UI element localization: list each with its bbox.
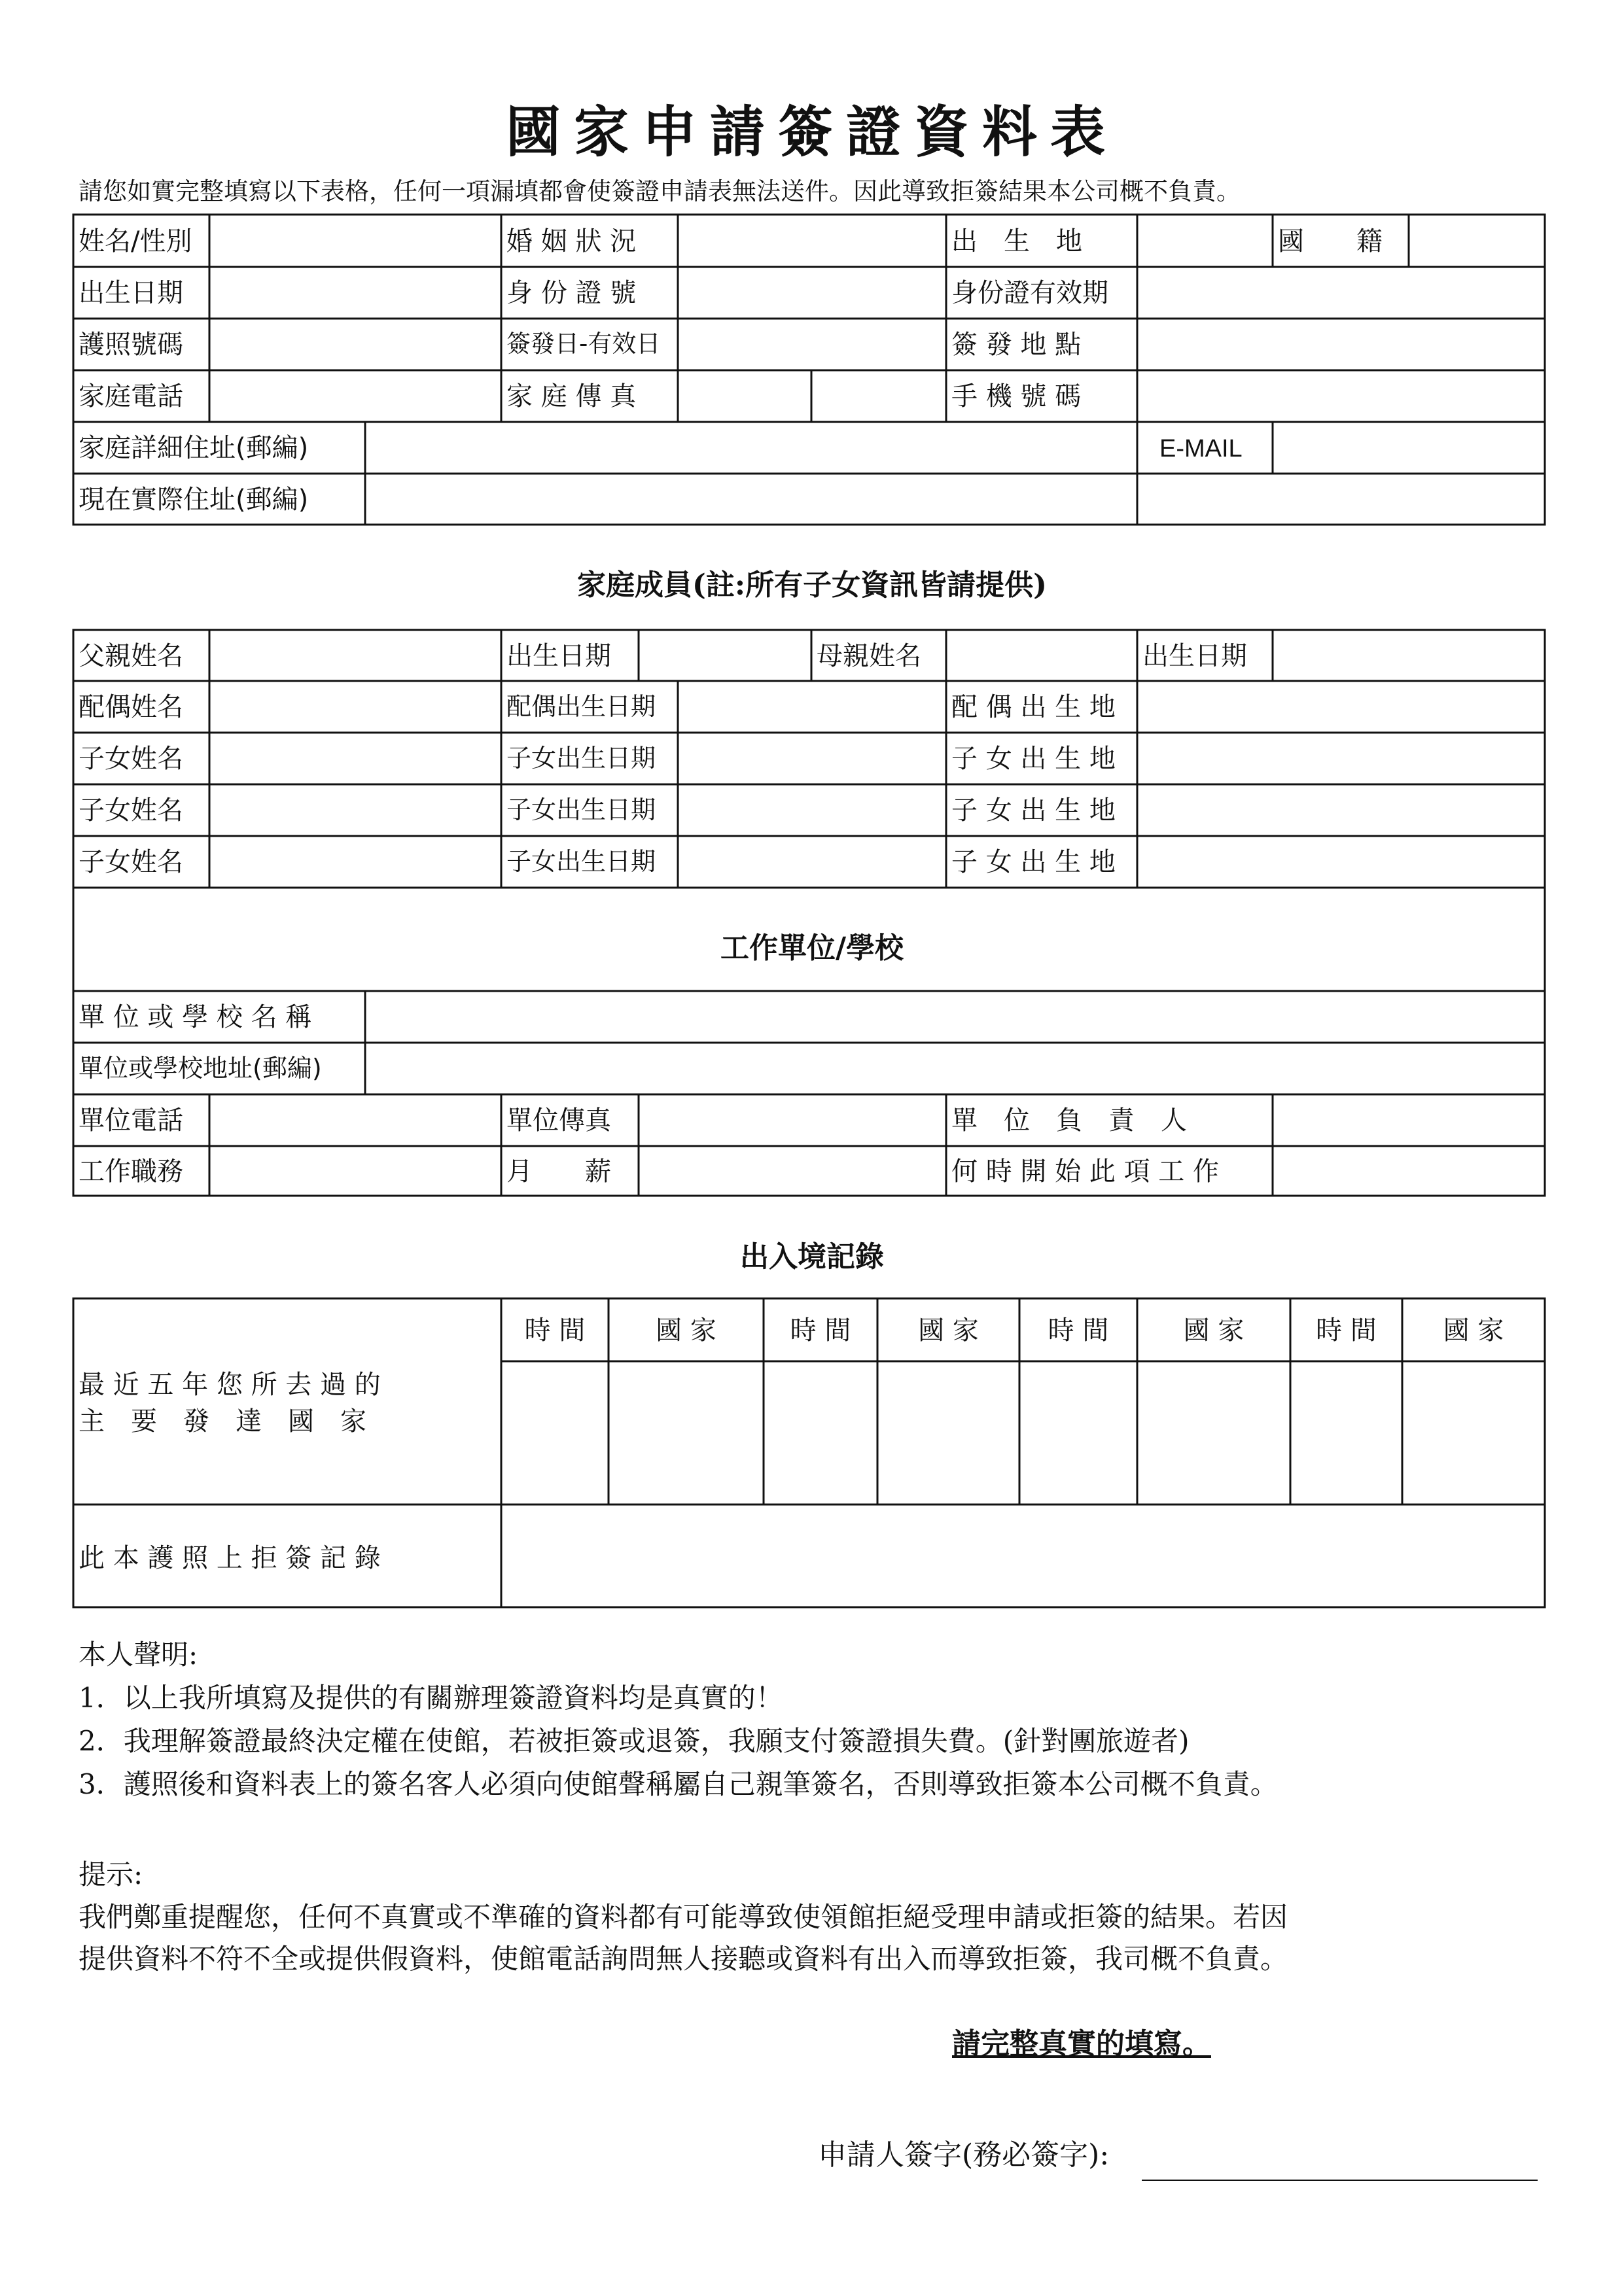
child-name-field[interactable] <box>211 837 500 886</box>
work-phone-label: 單位電話 <box>79 1105 183 1136</box>
current-address-extra-field[interactable] <box>1139 475 1544 523</box>
travel-header-time: 時 間 <box>790 1315 851 1346</box>
travel-header-time: 時 間 <box>1048 1315 1109 1346</box>
passport-number-field[interactable] <box>211 320 500 369</box>
father-name-field[interactable] <box>211 631 500 680</box>
child-birthplace-field[interactable] <box>1139 734 1544 783</box>
id-validity-field[interactable] <box>1139 268 1544 317</box>
travel-time-field[interactable] <box>1021 1363 1136 1503</box>
spouse-name-field[interactable] <box>211 682 500 731</box>
travel-countries-label-line1: 最 近 五 年 您 所 去 過 的 <box>79 1370 381 1400</box>
child-birth-date-label: 子女出生日期 <box>506 847 656 876</box>
work-address-field[interactable] <box>366 1044 1544 1093</box>
name-gender-label: 姓名/性別 <box>79 226 192 256</box>
mother-birth-date-label: 出生日期 <box>1142 641 1247 671</box>
work-start-field[interactable] <box>1274 1147 1544 1194</box>
travel-header-country: 國 家 <box>1183 1315 1244 1346</box>
travel-country-field[interactable] <box>879 1363 1018 1503</box>
birthplace-label: 出 生 地 <box>951 226 1082 256</box>
family-section-title: 家庭成員(註:所有子女資訊皆請提供) <box>577 568 1047 602</box>
birthplace-field[interactable] <box>1139 216 1271 266</box>
father-birth-date-field[interactable] <box>640 631 810 680</box>
home-fax-label: 家 庭 傳 真 <box>506 381 637 411</box>
travel-header-country: 國 家 <box>1443 1315 1504 1346</box>
travel-header-time: 時 間 <box>1316 1315 1377 1346</box>
home-address-field[interactable] <box>366 423 1136 472</box>
mother-name-label: 母親姓名 <box>817 641 921 671</box>
travel-time-field[interactable] <box>1292 1363 1401 1503</box>
work-phone-field[interactable] <box>211 1096 500 1145</box>
refusal-record-field[interactable] <box>503 1506 1544 1606</box>
declaration-heading: 本人聲明: <box>79 1639 198 1671</box>
father-birth-date-label: 出生日期 <box>506 641 611 671</box>
mobile-field[interactable] <box>1139 372 1544 421</box>
mother-name-field[interactable] <box>947 631 1136 680</box>
current-address-field[interactable] <box>366 475 1136 523</box>
nationality-field[interactable] <box>1410 216 1544 266</box>
child-birth-date-field[interactable] <box>679 786 945 835</box>
child-birth-date-label: 子女出生日期 <box>506 744 656 773</box>
hint-line: 提供資料不符不全或提供假資料，使館電話詢問無人接聽或資料有出入而導致拒簽，我司概不負責。 <box>79 1943 1288 1975</box>
work-name-label: 單 位 或 學 校 名 稱 <box>79 1002 312 1032</box>
travel-countries-label-line2: 主 要 發 達 國 家 <box>79 1406 366 1436</box>
position-label: 工作職務 <box>79 1157 183 1187</box>
child-birthplace-label: 子 女 出 生 地 <box>951 847 1116 877</box>
birth-date-label: 出生日期 <box>79 278 183 308</box>
child-name-field[interactable] <box>211 734 500 783</box>
father-name-label: 父親姓名 <box>79 641 183 671</box>
issue-place-field[interactable] <box>1139 320 1544 369</box>
travel-country-field[interactable] <box>1139 1363 1289 1503</box>
declaration-item: 1．以上我所填寫及提供的有關辦理簽證資料均是真實的！ <box>79 1682 783 1714</box>
work-name-field[interactable] <box>366 992 1544 1041</box>
issue-place-label: 簽 發 地 點 <box>951 330 1082 360</box>
home-phone-field[interactable] <box>211 372 500 421</box>
mother-birth-date-field[interactable] <box>1274 631 1544 680</box>
current-address-label: 現在實際住址(郵編) <box>79 485 309 515</box>
page-title: 國家申請簽證資料表 <box>505 99 1118 164</box>
signature-field[interactable] <box>1142 2139 1538 2180</box>
travel-header-country: 國 家 <box>918 1315 979 1346</box>
hint-line: 我們鄭重提醒您，任何不真實或不準確的資料都有可能導致使領館拒絕受理申請或拒簽的結果。若因 <box>79 1901 1288 1933</box>
child-birthplace-label: 子 女 出 生 地 <box>951 744 1116 774</box>
marital-status-field[interactable] <box>679 216 945 266</box>
email-field[interactable] <box>1274 423 1544 472</box>
notice-text: 請您如實完整填寫以下表格，任何一項漏填都會使簽證申請表無法送件。因此導致拒簽結果本公司概不負責。 <box>79 177 1241 205</box>
home-address-label: 家庭詳細住址(郵編) <box>79 433 309 463</box>
refusal-record-label: 此 本 護 照 上 拒 簽 記 錄 <box>79 1543 381 1573</box>
passport-number-label: 護照號碼 <box>79 330 183 360</box>
child-name-label: 子女姓名 <box>79 795 183 826</box>
issue-valid-date-label: 簽發日-有效日 <box>506 330 661 358</box>
travel-header-time: 時 間 <box>524 1315 586 1346</box>
home-phone-label: 家庭電話 <box>79 381 183 411</box>
closing-text: 請完整真實的填寫。 <box>952 2027 1211 2061</box>
hint-heading: 提示: <box>79 1858 143 1890</box>
child-birth-date-field[interactable] <box>679 837 945 886</box>
child-birth-date-field[interactable] <box>679 734 945 783</box>
spouse-birthplace-field[interactable] <box>1139 682 1544 731</box>
mobile-label: 手 機 號 碼 <box>951 381 1082 411</box>
work-start-label: 何 時 開 始 此 項 工 作 <box>951 1157 1220 1187</box>
travel-country-field[interactable] <box>1403 1363 1544 1503</box>
name-gender-field[interactable] <box>211 216 500 266</box>
declaration-item: 2．我理解簽證最終決定權在使館，若被拒簽或退簽，我願支付簽證損失費。(針對團旅遊者) <box>79 1725 1190 1757</box>
signature-label: 申請人簽字(務必簽字): <box>818 2138 1110 2172</box>
child-name-label: 子女姓名 <box>79 847 183 877</box>
salary-label: 月 薪 <box>506 1157 611 1187</box>
child-birthplace-field[interactable] <box>1139 837 1544 886</box>
nationality-label: 國 籍 <box>1278 226 1383 256</box>
work-section-title: 工作單位/學校 <box>720 931 904 965</box>
work-manager-label: 單 位 負 責 人 <box>951 1105 1187 1136</box>
spouse-birth-date-field[interactable] <box>679 682 945 731</box>
issue-valid-date-field[interactable] <box>679 320 945 369</box>
id-number-field[interactable] <box>679 268 945 317</box>
spouse-birthplace-label: 配 偶 出 生 地 <box>951 692 1116 722</box>
email-label: E-MAIL <box>1159 435 1243 462</box>
child-name-field[interactable] <box>211 786 500 835</box>
birth-date-field[interactable] <box>211 268 500 317</box>
marital-status-label: 婚 姻 狀 況 <box>506 226 637 256</box>
travel-header-country: 國 家 <box>656 1315 716 1346</box>
home-fax-field[interactable] <box>679 372 945 421</box>
child-birthplace-label: 子 女 出 生 地 <box>951 795 1116 826</box>
child-birth-date-label: 子女出生日期 <box>506 795 656 824</box>
work-address-label: 單位或學校地址(郵編) <box>79 1054 322 1083</box>
work-manager-field[interactable] <box>1274 1096 1544 1145</box>
travel-time-field[interactable] <box>503 1363 607 1503</box>
spouse-name-label: 配偶姓名 <box>79 692 183 722</box>
travel-country-field[interactable] <box>610 1363 762 1503</box>
declaration-item: 3．護照後和資料表上的簽名客人必須向使館聲稱屬自己親筆簽名，否則導致拒簽本公司概不負責。 <box>79 1768 1278 1800</box>
position-field[interactable] <box>211 1147 500 1194</box>
child-birthplace-field[interactable] <box>1139 786 1544 835</box>
spouse-birth-date-label: 配偶出生日期 <box>506 692 656 721</box>
travel-time-field[interactable] <box>765 1363 876 1503</box>
id-validity-label: 身份證有效期 <box>951 278 1108 308</box>
work-fax-field[interactable] <box>640 1096 945 1145</box>
salary-field[interactable] <box>640 1147 945 1194</box>
id-number-label: 身 份 證 號 <box>506 278 637 308</box>
child-name-label: 子女姓名 <box>79 744 183 774</box>
travel-section-title: 出入境記錄 <box>740 1240 884 1274</box>
work-fax-label: 單位傳真 <box>506 1105 611 1136</box>
